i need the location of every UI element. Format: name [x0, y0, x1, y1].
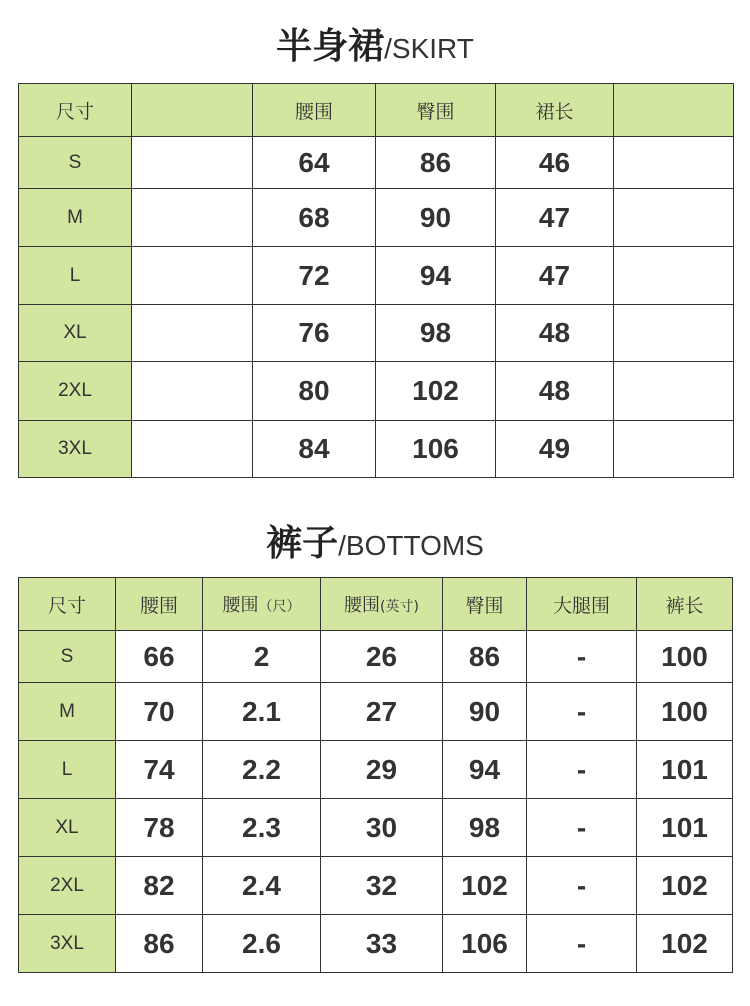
- blank-cell: [614, 362, 734, 421]
- hip-value: 90: [443, 683, 527, 741]
- length-value: 101: [637, 741, 733, 799]
- table-row: [19, 857, 733, 915]
- bottoms-header-hip: 臀围: [443, 578, 527, 631]
- blank-cell: [132, 362, 253, 421]
- hip-value: 90: [376, 189, 496, 247]
- blank-cell: [614, 305, 734, 362]
- skirt-title-cn: 半身裙: [276, 26, 385, 67]
- waist-inch-value: 32: [321, 857, 443, 915]
- waist-chi-value: 2.6: [203, 915, 321, 973]
- hip-value: 86: [376, 137, 496, 189]
- length-value: 101: [637, 799, 733, 857]
- table-row: [19, 683, 733, 741]
- waist-inch-value: 33: [321, 915, 443, 973]
- thigh-value: -: [527, 683, 637, 741]
- size-label: XL: [19, 799, 116, 857]
- waist-chi-sub: （尺）: [258, 599, 301, 615]
- waist-value: 78: [116, 799, 203, 857]
- bottoms-title-en: /BOTTOMS: [338, 530, 484, 561]
- blank-cell: [614, 137, 734, 189]
- length-value: 47: [496, 189, 614, 247]
- waist-value: 86: [116, 915, 203, 973]
- waist-chi-value: 2.1: [203, 683, 321, 741]
- length-value: 102: [637, 915, 733, 973]
- waist-value: 80: [253, 362, 376, 421]
- thigh-value: -: [527, 799, 637, 857]
- table-row: [19, 305, 734, 362]
- waist-inch-value: 27: [321, 683, 443, 741]
- size-label: 3XL: [19, 421, 132, 478]
- skirt-header-blank-2: [614, 84, 734, 137]
- waist-inch-sub: (英寸): [380, 599, 419, 615]
- waist-value: 74: [116, 741, 203, 799]
- size-label: M: [19, 189, 132, 247]
- size-label: L: [19, 741, 116, 799]
- size-label: 3XL: [19, 915, 116, 973]
- table-row: [19, 741, 733, 799]
- waist-chi-value: 2: [203, 631, 321, 683]
- bottoms-title-cn: 裤子: [266, 523, 339, 564]
- length-value: 100: [637, 683, 733, 741]
- blank-cell: [614, 421, 734, 478]
- table-row: [19, 137, 734, 189]
- size-label: L: [19, 247, 132, 305]
- skirt-size-table: [18, 83, 734, 478]
- bottoms-header-waist-inch: [321, 578, 443, 631]
- length-value: 48: [496, 305, 614, 362]
- skirt-title-en: /SKIRT: [384, 33, 474, 64]
- length-value: 48: [496, 362, 614, 421]
- hip-value: 86: [443, 631, 527, 683]
- size-label: 2XL: [19, 362, 132, 421]
- table-row: [19, 247, 734, 305]
- length-value: 102: [637, 857, 733, 915]
- skirt-header-hip: 臀围: [376, 84, 496, 137]
- table-row: [19, 421, 734, 478]
- thigh-value: -: [527, 631, 637, 683]
- blank-cell: [614, 189, 734, 247]
- blank-cell: [132, 189, 253, 247]
- thigh-value: -: [527, 741, 637, 799]
- table-row: [19, 631, 733, 683]
- table-row: [19, 915, 733, 973]
- size-label: S: [19, 137, 132, 189]
- length-value: 49: [496, 421, 614, 478]
- blank-cell: [132, 137, 253, 189]
- bottoms-header-waist: 腰围: [116, 578, 203, 631]
- blank-cell: [132, 421, 253, 478]
- bottoms-header-thigh: 大腿围: [527, 578, 637, 631]
- length-value: 46: [496, 137, 614, 189]
- bottoms-header-row: [19, 578, 733, 631]
- blank-cell: [132, 247, 253, 305]
- thigh-value: -: [527, 857, 637, 915]
- size-label: M: [19, 683, 116, 741]
- skirt-header-waist: 腰围: [253, 84, 376, 137]
- waist-inch-value: 26: [321, 631, 443, 683]
- hip-value: 102: [443, 857, 527, 915]
- hip-value: 94: [443, 741, 527, 799]
- blank-cell: [132, 305, 253, 362]
- skirt-header-length: 裙长: [496, 84, 614, 137]
- hip-value: 106: [376, 421, 496, 478]
- bottoms-header-length: 裤长: [637, 578, 733, 631]
- skirt-title: [0, 18, 750, 69]
- waist-chi-value: 2.2: [203, 741, 321, 799]
- bottoms-header-size: 尺寸: [19, 578, 116, 631]
- waist-value: 84: [253, 421, 376, 478]
- length-value: 100: [637, 631, 733, 683]
- waist-value: 72: [253, 247, 376, 305]
- waist-inch-value: 30: [321, 799, 443, 857]
- waist-value: 64: [253, 137, 376, 189]
- waist-inch-main: 腰围: [344, 595, 381, 616]
- hip-value: 98: [443, 799, 527, 857]
- waist-value: 70: [116, 683, 203, 741]
- skirt-header-size: 尺寸: [19, 84, 132, 137]
- size-label: 2XL: [19, 857, 116, 915]
- skirt-header-row: [19, 84, 734, 137]
- waist-value: 76: [253, 305, 376, 362]
- table-row: [19, 189, 734, 247]
- waist-chi-value: 2.4: [203, 857, 321, 915]
- bottoms-title: [0, 515, 750, 566]
- thigh-value: -: [527, 915, 637, 973]
- waist-value: 82: [116, 857, 203, 915]
- blank-cell: [614, 247, 734, 305]
- hip-value: 102: [376, 362, 496, 421]
- table-row: [19, 799, 733, 857]
- size-label: S: [19, 631, 116, 683]
- size-label: XL: [19, 305, 132, 362]
- length-value: 47: [496, 247, 614, 305]
- skirt-header-blank: [132, 84, 253, 137]
- hip-value: 98: [376, 305, 496, 362]
- waist-chi-value: 2.3: [203, 799, 321, 857]
- bottoms-header-waist-chi: [203, 578, 321, 631]
- waist-chi-main: 腰围: [222, 595, 259, 616]
- hip-value: 94: [376, 247, 496, 305]
- waist-value: 66: [116, 631, 203, 683]
- table-row: [19, 362, 734, 421]
- hip-value: 106: [443, 915, 527, 973]
- waist-inch-value: 29: [321, 741, 443, 799]
- bottoms-size-table: [18, 577, 733, 973]
- waist-value: 68: [253, 189, 376, 247]
